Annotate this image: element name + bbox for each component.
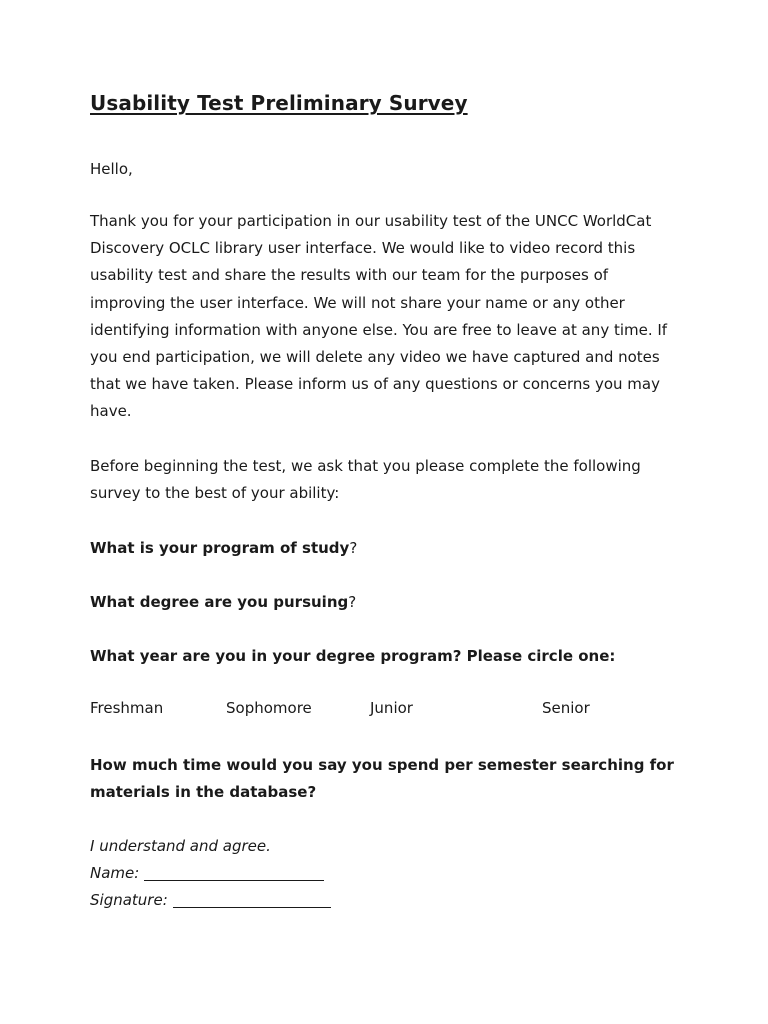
name-field (90, 860, 324, 887)
question-text: What is your program of study (90, 539, 350, 557)
document-title: Usability Test Preliminary Survey (90, 91, 468, 115)
agreement-statement: I understand and agree. (90, 837, 271, 855)
question-text: What degree are you pursuing (90, 593, 349, 611)
name-label: Name: (90, 864, 140, 882)
question-degree (90, 589, 356, 616)
signature-label: Signature: (90, 891, 168, 909)
question-text: How much time would you say you spend per semester searching for materials in the database? (90, 756, 674, 802)
year-option-junior: Junior (370, 699, 413, 717)
question-mark: ? (348, 593, 357, 611)
signature-field (90, 887, 331, 914)
question-search-time (90, 752, 688, 806)
question-year (90, 643, 615, 670)
year-option-senior: Senior (542, 699, 590, 717)
intro-paragraph: Thank you for your participation in our usability test of the UNCC WorldCat Discovery OCLC library user interface. We would like to video record this usability test and share the results with our team for the purposes of improving the user interface. We will not share your name or any other identifying information with anyone else. You are free to leave at any time. If you end participation, we will delete any video we have captured and notes that we have taken. Please inform us of any questions or concerns you may have. (90, 212, 668, 421)
year-option-sophomore: Sophomore (226, 699, 312, 717)
name-blank-line (144, 866, 324, 881)
instructions-paragraph: Before beginning the test, we ask that you please complete the following survey to the best of your ability: (90, 457, 641, 503)
signature-blank-line (173, 893, 331, 908)
question-program-of-study (90, 535, 357, 562)
question-text: What year are you in your degree program? Please circle one: (90, 647, 616, 665)
question-mark: ? (349, 539, 358, 557)
greeting: Hello, (90, 160, 133, 178)
year-options (90, 698, 690, 720)
year-option-freshman: Freshman (90, 699, 164, 717)
